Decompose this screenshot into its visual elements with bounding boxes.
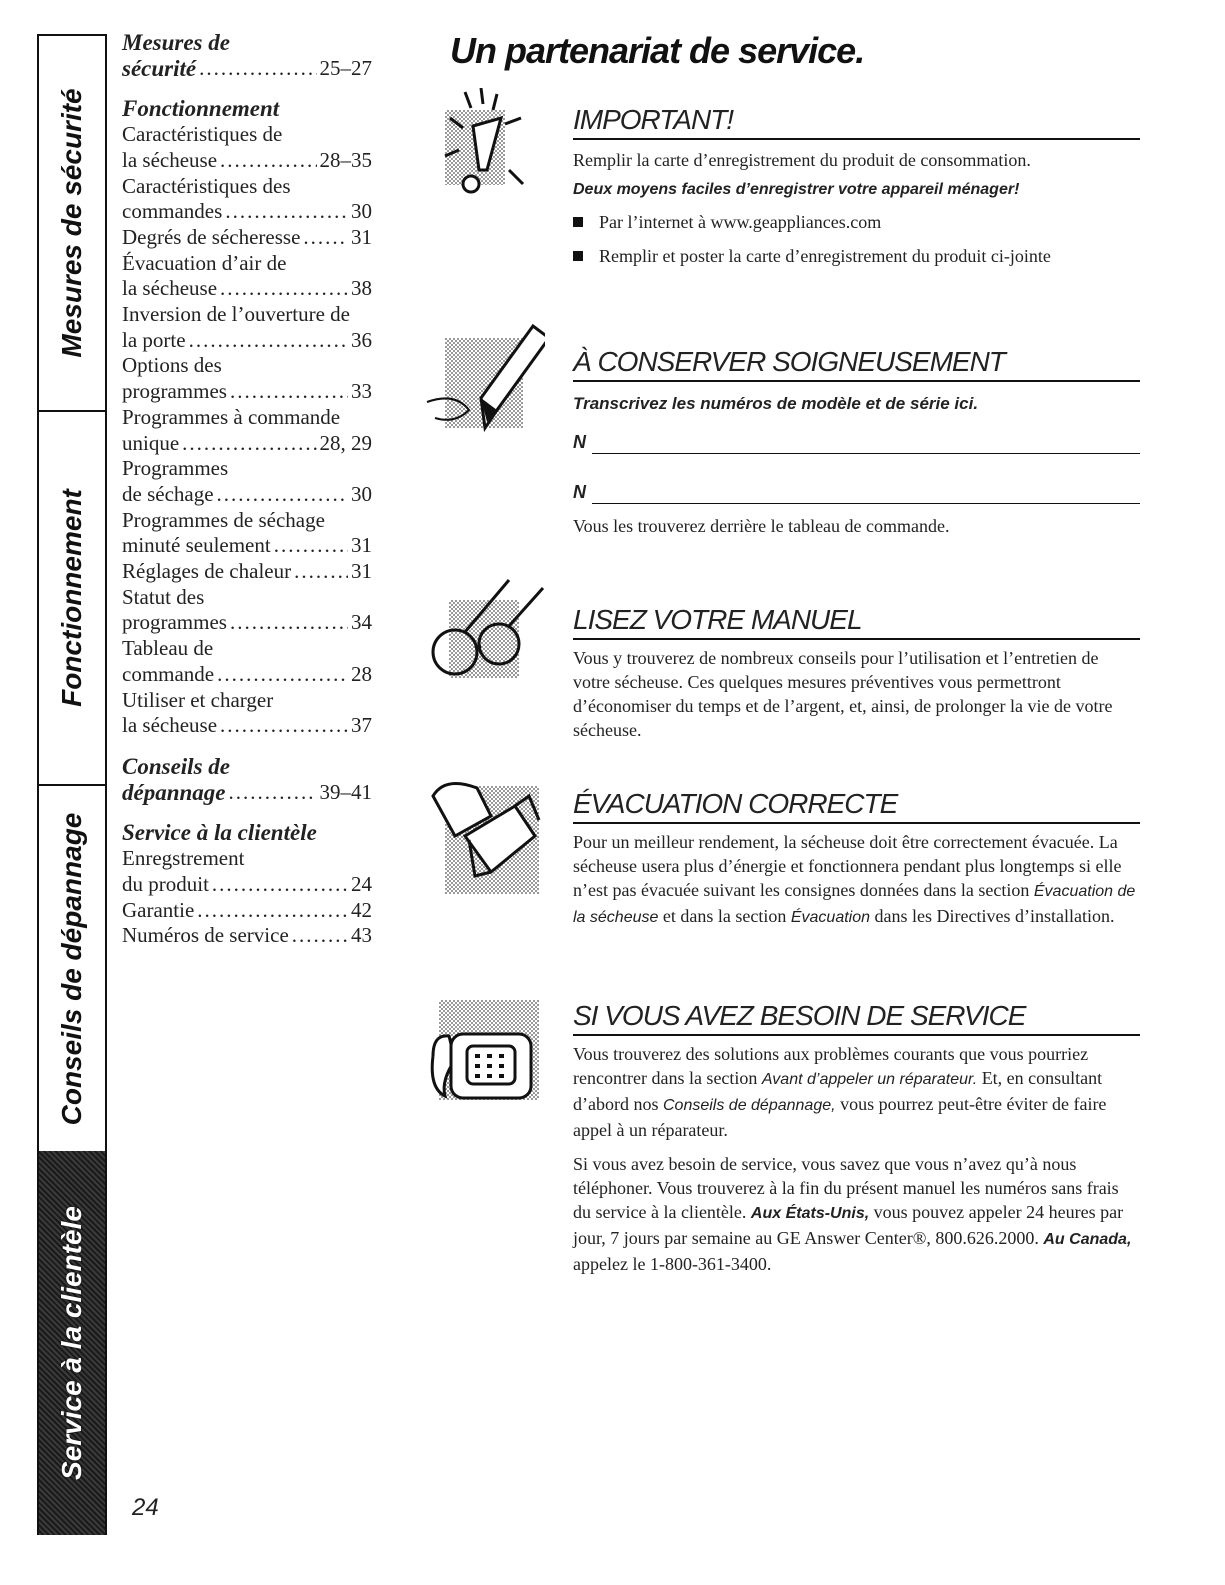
important-heading: IMPORTANT! [573,104,1140,140]
telephone-icon [425,1000,545,1110]
toc-troubleshooting-title: Conseils de [122,753,230,779]
toc-entry[interactable]: Numéros de service ..... 43 [122,923,372,949]
toc-entry[interactable]: commande ..... 28 [122,662,372,688]
toc-service-title: Service à la clientèle [122,820,317,846]
page-title: Un partenariat de service. [450,30,865,71]
toc-service-list [122,846,372,949]
toc-entry[interactable]: de séchage ..... 30 [122,482,372,508]
toc-entry-line: Tableau de [122,636,214,661]
toc-entry[interactable]: Réglages de chaleur ..... 31 [122,559,372,585]
vent-duct-icon [425,776,545,896]
tab-troubleshooting-label: Conseils de dépannage [56,812,87,1125]
list-item: Remplir et poster la carte d’enregistrement du produit ci-jointe [573,244,1140,268]
toc-entry[interactable]: la sécheuse ..... 38 [122,276,372,302]
manual-section [425,578,1140,758]
tab-troubleshooting[interactable] [37,784,107,1151]
keep-section [425,318,1140,558]
list-item: Par l’internet à www.geappliances.com [573,210,1140,234]
tab-customer-service[interactable] [37,1151,107,1535]
toc-entry-line: Programmes de séchage [122,507,325,532]
toc-entry[interactable]: la sécheuse ..... 28–35 [122,148,372,174]
toc-entry-line: Options des [122,353,222,378]
manual-text: Vous y trouverez de nombreux conseils pour l’utilisation et l’entretien de votre sécheuse. Ces quelques mesures préventives vous permettront d’économiser du temps et de l’argent, et, ainsi, de prolonger la vie de votre sécheuse. [573,648,1113,740]
exhaust-text: Pour un meilleur rendement, la sécheuse doit être correctement évacuée. La sécheuse usera plus d’énergie et fonctionnera pendant plus longtemps si elle n’est pas évacuée suivant les consignes données dans la section Évacuation de la sécheuse et dans la section Évacuation dans les Directives d’installation. [573,832,1136,926]
toc-entry[interactable]: Degrés de sécheresse ..... 31 [122,225,372,251]
toc-entry[interactable]: minuté seulement ..... 31 [122,533,372,559]
exclamation-icon [425,88,545,198]
glasses-icon [425,578,545,688]
tab-operation-label: Fonctionnement [56,489,87,707]
service-section [425,1000,1140,1300]
exhaust-heading: ÉVACUATION CORRECTE [573,788,1140,824]
toc-operation-title: Fonctionnement [122,96,280,122]
toc-entry-line: Programmes à commande [122,404,341,429]
toc-entry[interactable]: du produit ..... 24 [122,872,372,898]
important-section [425,88,1140,318]
toc-entry[interactable]: la sécheuse ..... 37 [122,713,372,739]
toc-entry-line: Programmes [122,456,229,481]
tab-operation[interactable] [37,410,107,784]
toc-entry[interactable]: commandes ..... 30 [122,199,372,225]
toc-entry-line: Enregstrement [122,846,245,871]
important-subheading: Deux moyens faciles d’enregistrer votre appareil ménager! [573,181,1020,198]
exhaust-section [425,776,1140,976]
important-line: Remplir la carte d’enregistrement du produit de consommation. [573,150,1031,170]
manual-heading: LISEZ VOTRE MANUEL [573,604,1140,640]
page-number: 24 [132,1494,159,1521]
toc-entry[interactable]: unique ..... 28, 29 [122,431,372,457]
tab-customer-service-label: Service à la clientèle [56,1206,87,1480]
toc-safety-title: Mesures de [122,30,230,55]
toc-entry-line: Inversion de l’ouverture de [122,302,350,327]
table-of-contents [122,30,372,949]
toc-entry[interactable]: la porte ..... 36 [122,328,372,354]
toc-entry[interactable]: programmes ..... 33 [122,379,372,405]
toc-entry[interactable]: programmes ..... 34 [122,610,372,636]
toc-entry-line: Caractéristiques des [122,173,291,198]
keep-subheading: Transcrivez les numéros de modèle et de série ici. [573,394,979,413]
service-paragraph-1: Vous trouverez des solutions aux problèmes courants que vous pourriez rencontrer dans la section Avant d’appeler un réparateur. Et, en consultant d’abord nos Conseils de dépannage, vous pourrez peut-être éviter de faire appel à un réparateur. [573,1044,1107,1140]
keep-heading: À CONSERVER SOIGNEUSEMENT [573,346,1140,382]
section-tabs [37,34,107,1535]
service-paragraph-2: Si vous avez besoin de service, vous savez que vous n’avez qu’à nous téléphoner. Vous trouverez à la fin du présent manuel les numéros sans frais du service à la clientèle. Aux États-Unis, vous pouvez appeler 24 heures par jour, 7 jours par semaine au GE Answer Center®, 800.626.2000. Au Canada, appelez le 1-800-361-3400. [573,1154,1132,1274]
bullet-icon [573,251,583,261]
toc-entry-line: Caractéristiques de [122,122,283,147]
keep-note: Vous les trouverez derrière le tableau de commande. [573,516,950,536]
model-number-field[interactable]: N [573,430,1140,454]
serial-number-field[interactable]: N [573,480,1140,504]
toc-safety-entry[interactable]: sécurité ..... 25–27 [122,56,372,82]
toc-entry-line: Utiliser et charger [122,687,274,712]
tab-safety-label: Mesures de sécurité [56,88,87,358]
tab-safety[interactable] [37,34,107,410]
pencil-icon [425,318,545,438]
service-heading: SI VOUS AVEZ BESOIN DE SERVICE [573,1000,1140,1036]
toc-operation-list [122,122,372,739]
bullet-icon [573,217,583,227]
toc-troubleshooting-entry[interactable]: dépannage ..... 39–41 [122,780,372,806]
toc-entry[interactable]: Garantie ..... 42 [122,898,372,924]
toc-entry-line: Évacuation d’air de [122,250,287,275]
toc-entry-line: Statut des [122,584,205,609]
